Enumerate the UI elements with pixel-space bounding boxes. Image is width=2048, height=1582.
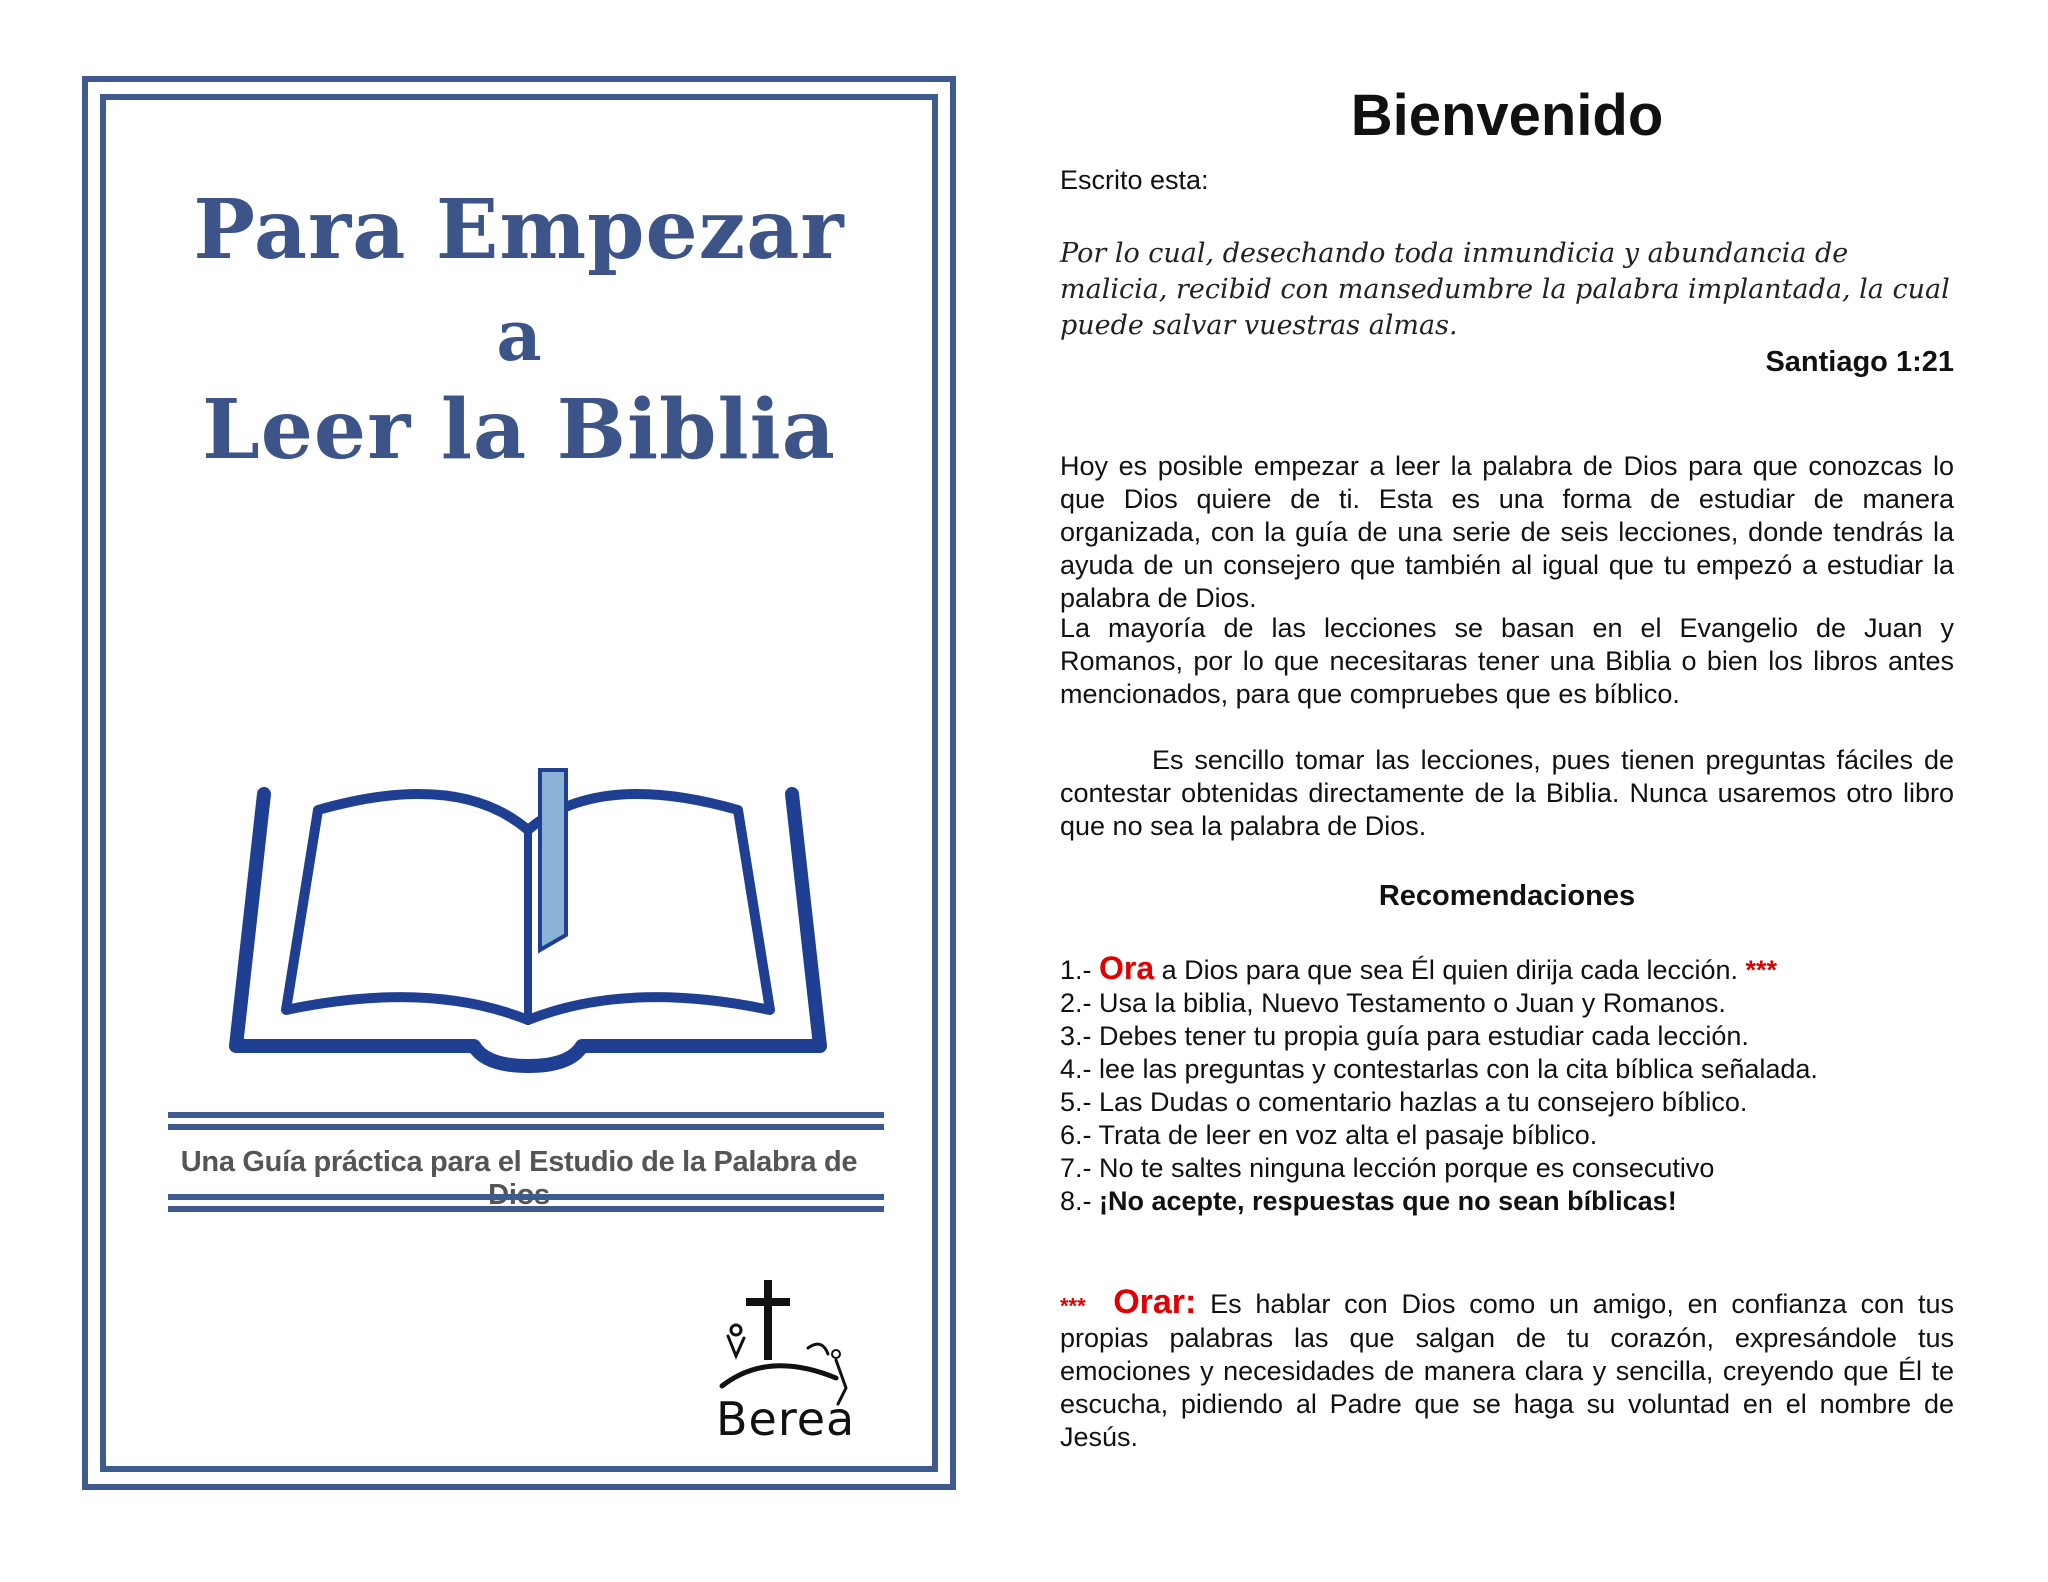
orar-footnote [1060,1283,1954,1454]
list-item: 3.- Debes tener tu propia guía para estudiar cada lección. [1060,1021,1749,1051]
open-book-icon [228,680,828,1090]
recommendations-title: Recomendaciones [1378,880,1636,912]
verse-reference: Santiago 1:21 [1765,346,1954,378]
intro-text: Escrito esta: [1060,165,1209,195]
logo-text: Berea [716,1392,856,1446]
bookmark-ribbon [540,770,566,950]
list-item: 4.- lee las preguntas y contestarlas con la cita bíblica señalada. [1060,1054,1818,1084]
footnote-marker: *** [1060,1293,1086,1319]
bible-verse: Por lo cual, desechando toda inmundicia y abundancia de malicia, recibid con mansedumbre la palabra implantada, la cual puede salvar vuestras almas. [1060,238,1950,341]
cover-title-line1: Para Empezar [193,182,845,278]
list-item: 1.- Ora a Dios para que sea Él quien dirija cada lección. *** [1060,950,1778,986]
cover-title-line2: a [496,294,542,377]
paragraph-3 [1060,744,1954,843]
cover-title-line3: Leer la Biblia [202,382,836,478]
paragraph-2: La mayoría de las lecciones se basan en el Evangelio de Juan y Romanos, por lo que necesitaras tener una Biblia o bien los libros antes mencionados, para que compruebes que es bíblico. [1060,613,1954,709]
list-item: 6.- Trata de leer en voz alta el pasaje bíblico. [1060,1120,1598,1150]
book-cover [82,76,956,1490]
ora-keyword: Ora [1099,950,1155,986]
list-item: 5.- Las Dudas o comentario hazlas a tu consejero bíblico. [1060,1087,1748,1117]
orar-definition: Es hablar con Dios como un amigo, en confianza con tus propias palabras las que salgan de tu corazón, expresándole tus emociones y necesidades de manera clara y sencilla, creyendo que Él te escucha, pidiendo al Padre que se haga su voluntad en el nombre de Jesús. [1060,1289,1954,1453]
orar-keyword: Orar: [1113,1283,1197,1321]
footnote-marker: *** [1745,955,1778,985]
page-title: Bienvenido [1350,83,1664,148]
list-item: 8.- ¡No acepte, respuestas que no sean bíblicas! [1060,1186,1677,1216]
list-item: 2.- Usa la biblia, Nuevo Testamento o Juan y Romanos. [1060,988,1726,1018]
list-item: 7.- No te saltes ninguna lección porque es consecutivo [1060,1153,1715,1183]
cover-subtitle: Una Guía práctica para el Estudio de la Palabra de [180,1146,858,1178]
cover-rule-bottom [168,1194,884,1218]
warning-text: ¡No acepte, respuestas que no sean bíblicas! [1099,1186,1677,1216]
paragraph-3-text: Es sencillo tomar las lecciones, pues tienen preguntas fáciles de contestar obtenidas directamente de la Biblia. Nunca usaremos otro libro que no sea la palabra de Dios. [1060,745,1954,841]
paragraph-1: Hoy es posible empezar a leer la palabra de Dios para que conozcas lo que Dios quiere de ti. Esta es una forma de estudiar de manera organizada, con la guía de una serie de seis lecciones, donde tendrás la ayuda de un consejero que también al igual que tu empezó a estudiar la palabra de Dios. [1060,451,1954,613]
cover-rule-top [168,1112,884,1136]
recommendations-list [1060,952,1954,1218]
